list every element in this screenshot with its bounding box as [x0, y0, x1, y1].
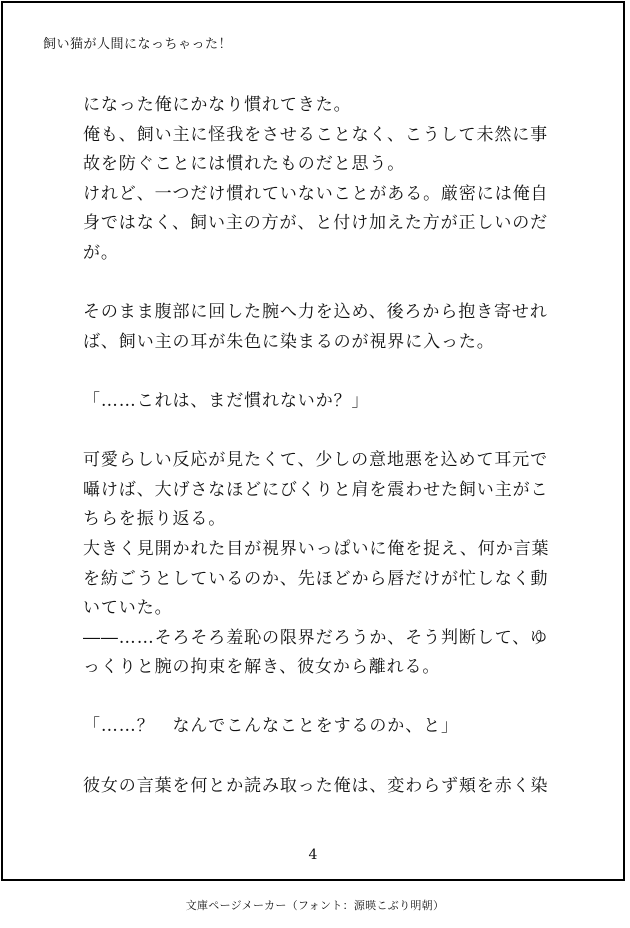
- footer-caption: 文庫ページメーカー（フォント：源暎こぶり明朝）: [185, 899, 445, 912]
- text-line: 可愛らしい反応が見たくて、少しの意地悪を込めて耳元で: [83, 450, 549, 471]
- blank-line: [83, 742, 563, 772]
- blank-line: [83, 269, 563, 299]
- book-page: [1, 1, 625, 881]
- text-line: が。: [83, 242, 119, 263]
- text-line: いていた。: [83, 598, 173, 619]
- text-line: になった俺にかなり慣れてきた。: [83, 95, 352, 115]
- text-line: っくりと腕の拘束を解き、彼女から離れる。: [83, 657, 441, 678]
- text-line: そのまま腹部に回した腕へ力を込め、後ろから抱き寄せれ: [83, 302, 548, 323]
- text-line: ――……そろそろ羞恥の限界だろうか、そう判断して、ゆ: [83, 627, 549, 648]
- running-title: 飼い猫が人間になっちゃった！: [43, 37, 233, 52]
- dialogue-line: 「……？ なんでこんなことをするのか、と」: [83, 716, 459, 737]
- blank-line: [83, 357, 563, 387]
- text-line: 俺も、飼い主に怪我をさせることなく、こうして未然に事: [83, 124, 549, 145]
- text-line: 故を防ぐことには慣れたものだと思う。: [83, 154, 406, 175]
- text-line: 身ではなく、飼い主の方が、と付け加えた方が正しいのだ: [83, 213, 549, 234]
- text-line: 大きく見開かれた目が視界いっぱいに俺を捉え、何か言葉: [83, 538, 550, 559]
- text-line: ちらを振り返る。: [83, 509, 227, 530]
- text-line: 彼女の言葉を何とか読み取った俺は、変わらず頬を赤く染: [83, 775, 549, 796]
- text-line: ば、飼い主の耳が朱色に染まるのが視界に入った。: [83, 331, 495, 352]
- blank-line: [83, 417, 563, 447]
- text-line: を紡ごうとしているのか、先ほどから唇だけが忙しなく動: [83, 568, 549, 589]
- blank-line: [83, 683, 563, 713]
- text-line: 囁けば、大げさなほどにびくりと肩を震わせた飼い主がこ: [83, 479, 549, 500]
- page-number: 4: [308, 847, 318, 863]
- body-text: [83, 91, 563, 801]
- text-line: けれど、一つだけ慣れていないことがある。厳密には俺自: [83, 183, 549, 204]
- dialogue-line: 「……これは、まだ慣れないか？」: [83, 390, 370, 411]
